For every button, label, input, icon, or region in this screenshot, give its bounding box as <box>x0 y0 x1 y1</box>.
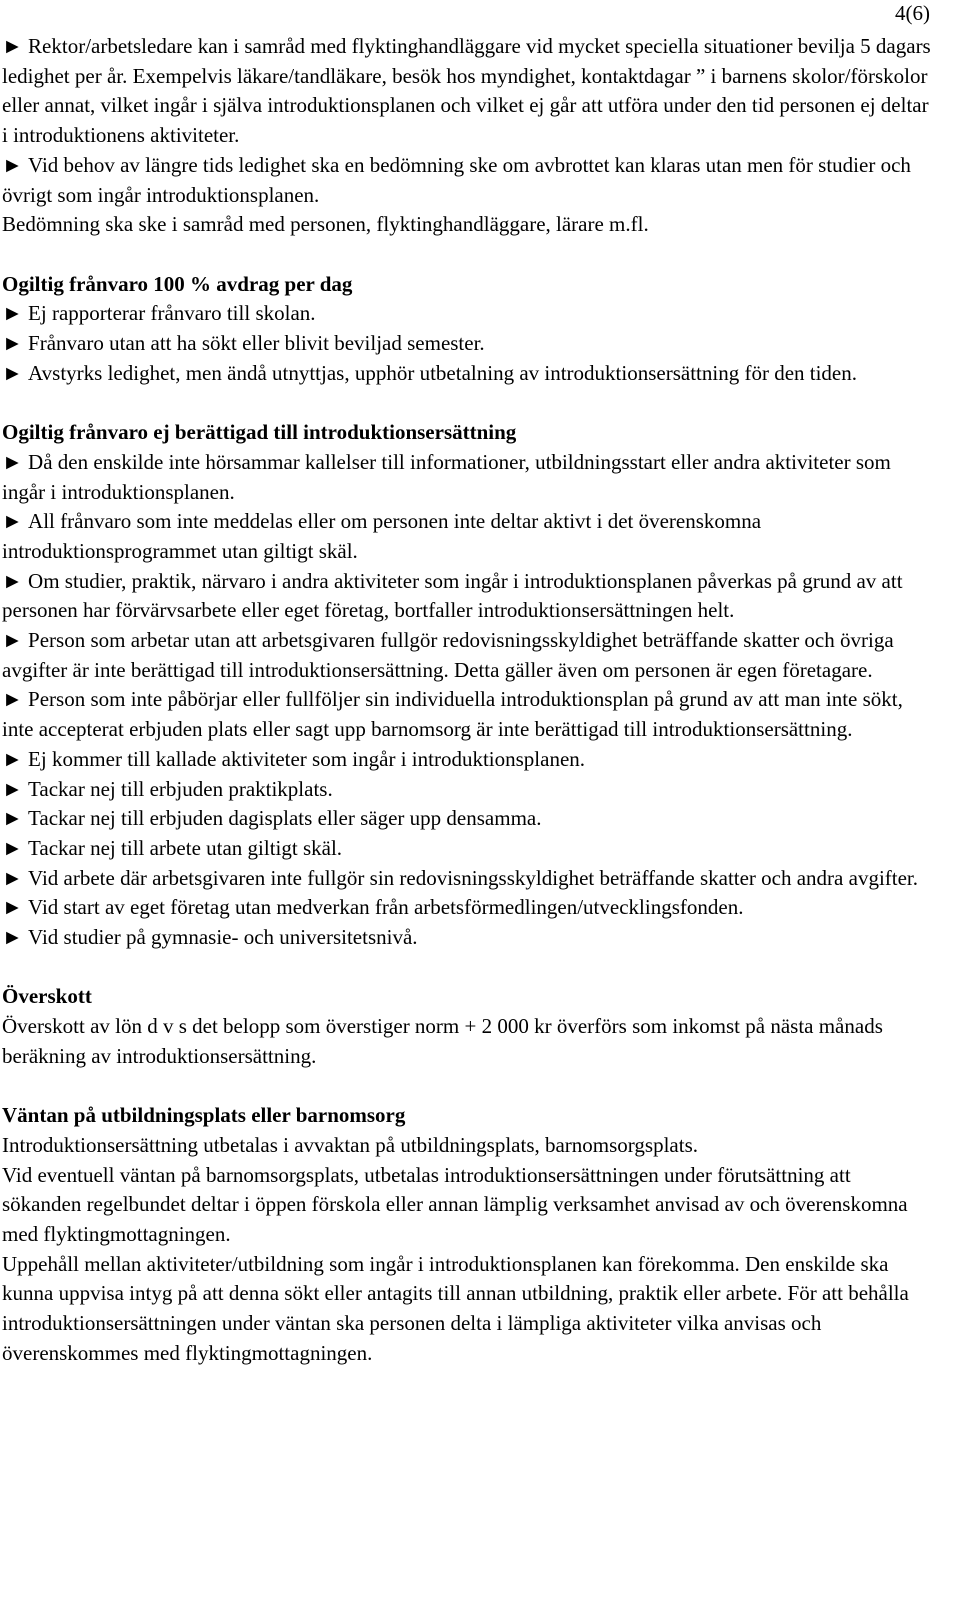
bullet-item: ► Person som arbetar utan att arbetsgivaren fullgör redovisningsskyldighet beträffande skatter och övriga avgifter är inte berättigad till introduktionsersättning. Detta gäller även om personen är egen företagare. <box>2 626 932 685</box>
document-body <box>2 32 932 1369</box>
spacer <box>2 240 932 270</box>
page-number: 4(6) <box>895 1 930 25</box>
bullet-item: ► Om studier, praktik, närvaro i andra aktiviteter som ingår i introduktionsplanen påverkas på grund av att personen har förvärvsarbete eller eget företag, bortfaller introduktionsersättningen helt. <box>2 567 932 626</box>
paragraph: Uppehåll mellan aktiviteter/utbildning som ingår i introduktionsplanen kan förekomma. Den enskilde ska kunna uppvisa intyg på att denna sökt eller antagits till annan utbildning, praktik eller arbete. För att behålla introduktionsersättningen under väntan ska personen delta i lämpliga aktiviteter vilka anvisas och överenskommes med flyktingmottagningen. <box>2 1251 909 1365</box>
spacer <box>2 388 932 418</box>
bullet-item: ► Vid studier på gymnasie- och universitetsnivå. <box>2 923 932 953</box>
bullet-item: ► Rektor/arbetsledare kan i samråd med flyktinghandläggare vid mycket speciella situationer bevilja 5 dagars ledighet per år. Exempelvis läkare/tandläkare, besök hos myndighet, kontaktdagar ” i barnens skolor/förskolor eller annat, vilket ingår i själva introduktionsplanen och vilket ej går att utföra under den tid personen ej deltar i introduktionens aktiviteter. <box>2 32 932 151</box>
bullet-item: ► Ej kommer till kallade aktiviteter som ingår i introduktionsplanen. <box>2 745 932 775</box>
waiting-section <box>2 1101 932 1368</box>
paragraph: Vid eventuell väntan på barnomsorgsplats, utbetalas introduktionsersättningen under förutsättning att sökanden regelbundet deltar i öppen förskola eller annan lämplig verksamhet anvisad av och överenskomna med flyktingmottagningen. <box>2 1162 908 1247</box>
intro-section <box>2 32 932 240</box>
spacer <box>2 953 932 983</box>
bullet-item: ► Då den enskilde inte hörsammar kallelser till informationer, utbildningsstart eller andra aktiviteter som ingår i introduktionsplanen. <box>2 448 932 507</box>
bullet-item: ► Vid behov av längre tids ledighet ska en bedömning ske om avbrottet kan klaras utan men för studier och övrigt som ingår introduktionsplanen. <box>2 151 932 210</box>
bullet-item: ► Avstyrks ledighet, men ändå utnyttjas, upphör utbetalning av introduktionsersättning för den tiden. <box>2 359 932 389</box>
bullet-item: ► Vid start av eget företag utan medverkan från arbetsförmedlingen/utvecklingsfonden. <box>2 893 932 923</box>
section-heading: Ogiltig frånvaro ej berättigad till introduktionsersättning <box>2 420 517 445</box>
bullet-item: ► Person som inte påbörjar eller fullföljer sin individuella introduktionsplan på grund av att man inte sökt, inte accepterat erbjuden plats eller sagt upp barnomsorg är inte berättigad till introduktionsersättning. <box>2 685 932 744</box>
bullet-item: ► Vid arbete där arbetsgivaren inte fullgör sin redovisningsskyldighet beträffande skatter och andra avgifter. <box>2 864 932 894</box>
section-heading: Ogiltig frånvaro 100 % avdrag per dag <box>2 271 353 296</box>
bullet-item: ► Tackar nej till erbjuden praktikplats. <box>2 775 932 805</box>
section-heading: Väntan på utbildningsplats eller barnomsorg <box>2 1103 406 1128</box>
paragraph: Bedömning ska ske i samråd med personen, flyktinghandläggare, lärare m.fl. <box>2 212 649 237</box>
bullet-item: ► Ej rapporterar frånvaro till skolan. <box>2 299 932 329</box>
full-deduction-section <box>2 270 932 389</box>
spacer <box>2 1072 932 1102</box>
bullet-item: ► Tackar nej till erbjuden dagisplats eller säger upp densamma. <box>2 804 932 834</box>
not-entitled-section <box>2 418 932 953</box>
paragraph: Överskott av lön d v s det belopp som överstiger norm + 2 000 kr överförs som inkomst på nästa månads beräkning av introduktionsersättning. <box>2 1014 883 1068</box>
section-heading: Överskott <box>2 984 92 1009</box>
bullet-item: ► Frånvaro utan att ha sökt eller blivit beviljad semester. <box>2 329 932 359</box>
surplus-section <box>2 982 932 1071</box>
bullet-item: ► Tackar nej till arbete utan giltigt skäl. <box>2 834 932 864</box>
paragraph: Introduktionsersättning utbetalas i avvaktan på utbildningsplats, barnomsorgsplats. <box>2 1132 699 1157</box>
bullet-item: ► All frånvaro som inte meddelas eller om personen inte deltar aktivt i det överenskomna introduktionsprogrammet utan giltigt skäl. <box>2 507 932 566</box>
